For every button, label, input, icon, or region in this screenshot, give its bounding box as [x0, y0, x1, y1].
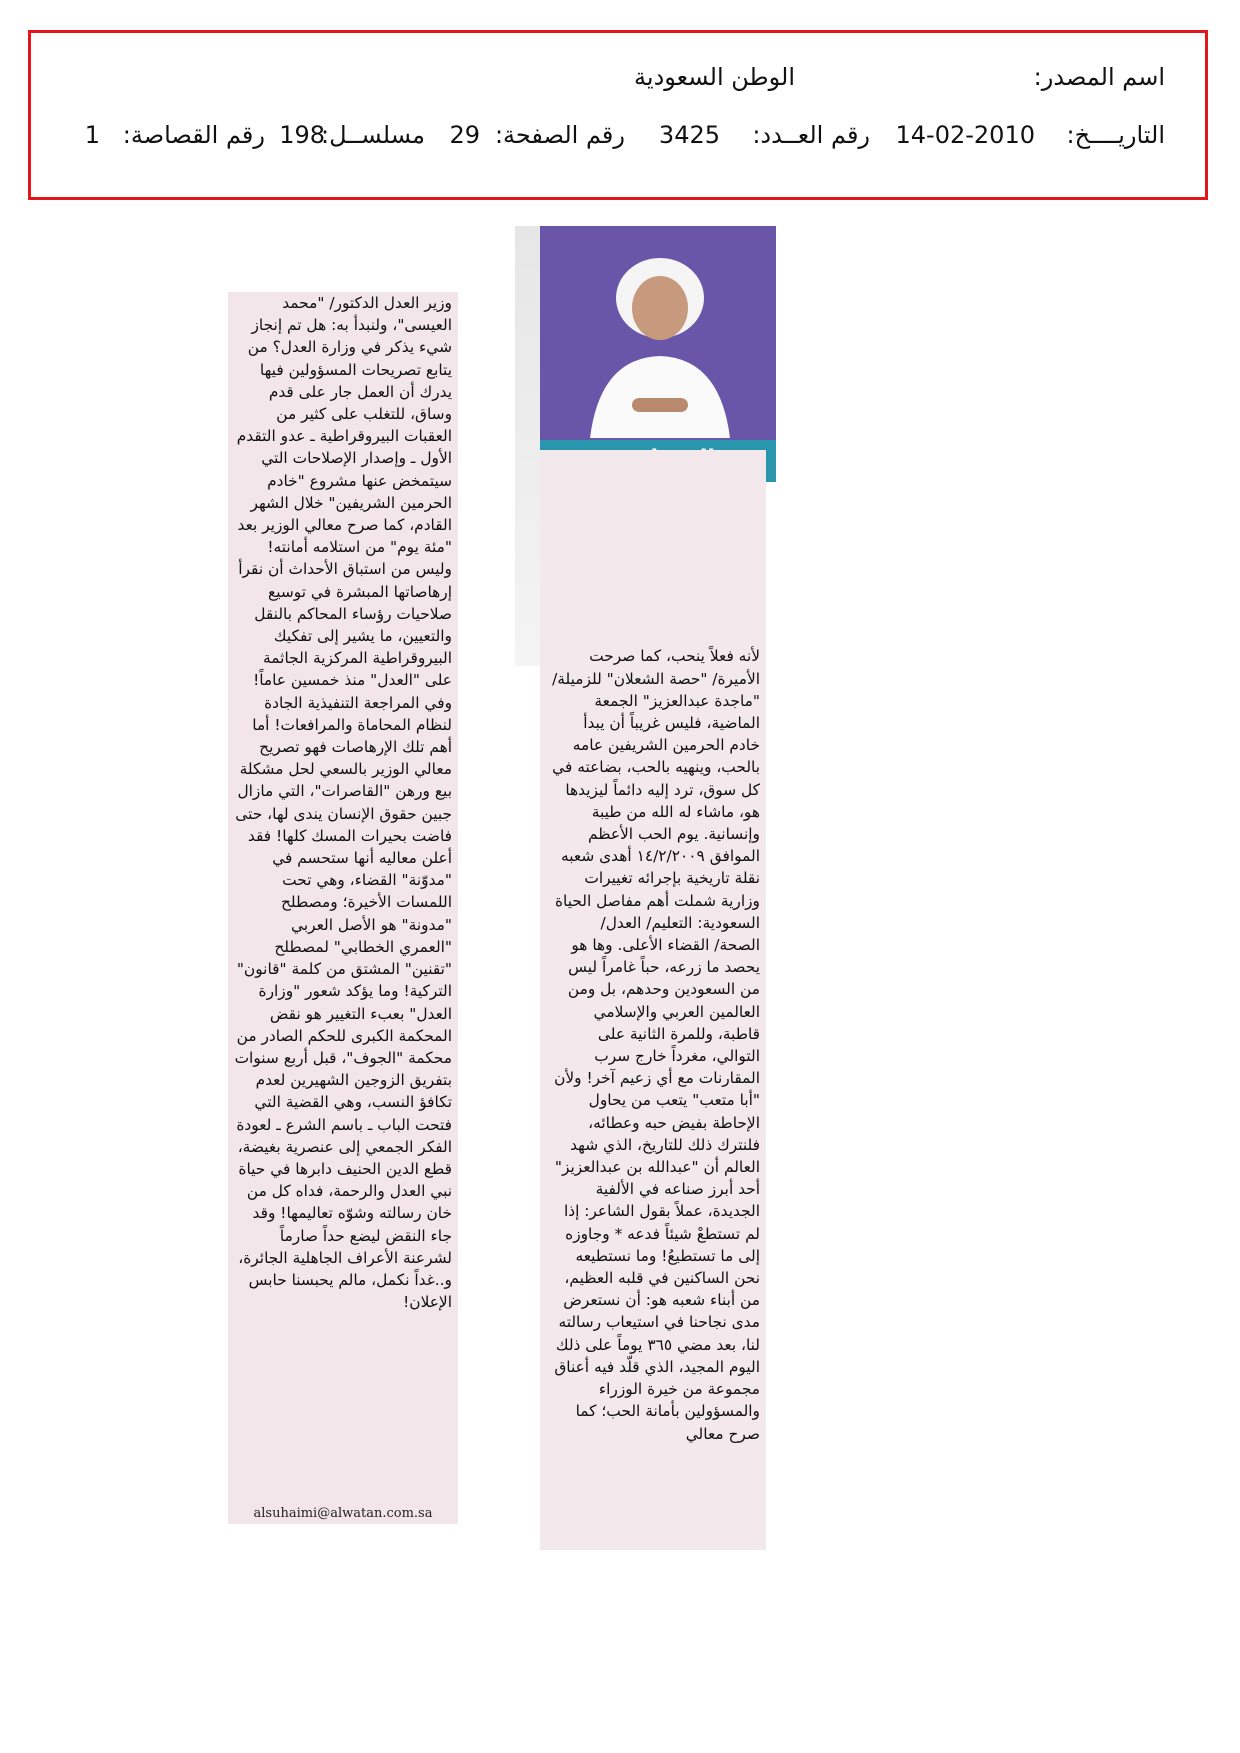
- issue-value: 3425: [658, 121, 720, 149]
- left-column-paragraph: وزير العدل الدكتور/ "محمد العيسى"، ولنبدأ به: هل تم إنجاز شيء يذكر في وزارة العدل؟ من يتابع تصريحات المسؤولين فيها يدرك أن العمل جار على قدم وساق، للتغلب على كثير من العقبات البيروقراطية ـ عدو التقدم الأول ـ وإصدار الإصلاحات التي سيتمخض عنها مشروع "خادم الحرمين الشريفين" خلال الشهر القادم، كما صرح معالي الوزير بعد "مئة يوم" من استلامه أمانته! وليس من استباق الأحداث أن نقرأ إرهاصاتها المبشرة في توسيع صلاحيات رؤساء المحاكم بالنقل والتعيين، ما يشير إلى تفكيك البيروقراطية المركزية الجاثمة على "العدل" منذ خمسين عاماً! وفي المراجعة التنفيذية الجادة لنظام المحاماة والمرافعات! أما أهم تلك الإرهاصات فهو تصريح معالي الوزير بالسعي لحل مشكلة بيع ورهن "القاصرات"، التي مازال جبين حقوق الإنسان يندى لها، حتى فاضت بحيرات المسك كلها! فقد أعلن معاليه أنها ستحسم في "مدوّنة" القضاء، وهي تحت اللمسات الأخيرة؛ ومصطلح "مدونة" هو الأصل العربي "العمري الخطابي" لمصطلح "تقنين" المشتق من كلمة "قانون" التركية! وما يؤكد شعور "وزارة العدل" بعبء التغيير هو نقض المحكمة الكبرى للحكم الصادر من محكمة "الجوف"، قبل أربع سنوات بتفريق الزوجين الشهيرين لعدم تكافؤ النسب، وهي القضية التي فتحت الباب ـ باسم الشرع ـ لعودة الفكر الجمعي إلى عنصرية بغيضة، قطع الدين الحنيف دابرها في حياة نبي العدل والرحمة، فداه كل من خان رسالته وشوّه تعاليمها! وقد جاء النقض ليضع حداً صارماً لشرعنة الأعراف الجاهلية الجائرة، و..غداً نكمل، مالم يحبسنا حابس الإعلان!: [234, 294, 452, 1312]
- right-column-paragraph: لأنه فعلاً ينحب، كما صرحت الأميرة/ "حصة الشعلان" للزميلة/ "ماجدة عبدالعزيز" الجمعة الماضية، فليس غريباً أن يبدأ خادم الحرمين الشريفين عامه بالحب، وينهيه بالحب، بضاعته في كل سوق، ترد إليه دائماً ليزيدها هو، ماشاء له الله من طيبة وإنسانية. يوم الحب الأعظم الموافق ١٤/٢/٢٠٠٩ أهدى شعبه نقلة تاريخية بإجرائه تغييرات وزارية شملت أهم مفاصل الحياة السعودية: التعليم/ العدل/ الصحة/ القضاء الأعلى. وها هو يحصد ما زرعه، حباً غامراً ليس من السعودين وحدهم، بل ومن العالمين العربي والإسلامي قاطبة، وللمرة الثانية على التوالي، مغرداً خارج سرب المقارنات مع أي زعيم آخر! ولأن "أبا متعب" يتعب من يحاول الإحاطة بفيض حبه وعطائه، فلنترك ذلك للتاريخ، الذي شهد العالم أن "عبدالله بن عبدالعزيز" أحد أبرز صناعه في الألفية الجديدة، عملاً بقول الشاعر: إذا لم تستطعْ شيئاً فدعه * وجاوزه إلى ما تستطيعُ! وما نستطيعه نحن الساكنين في قلبه العظيم، من أبناء شعبه هو: أن نستعرض مدى نجاحنا في استيعاب رسالته لنا، بعد مضي ٣٦٥ يوماً على ذلك اليوم المجيد، الذي قلّد فيه أعناق مجموعة من خيرة الوزراء والمسؤولين بأمانة الحب؛ كما صرح معالي: [552, 647, 760, 1443]
- issue-label: رقم العــدد:: [752, 121, 870, 149]
- serial-value: 198: [279, 121, 325, 149]
- header-row-meta: [31, 121, 1205, 161]
- clipping-header: [28, 30, 1208, 200]
- serial-label: مسلســل:: [321, 121, 425, 149]
- page-label: رقم الصفحة:: [494, 121, 625, 149]
- header-row-source: [31, 63, 1205, 103]
- date-label: التاريــــخ:: [1066, 121, 1165, 149]
- person-illustration: [580, 238, 740, 438]
- page-value: 29: [449, 121, 480, 149]
- author-email: alsuhaimi@alwatan.com.sa: [253, 1506, 433, 1521]
- clip-label: رقم القصاصة:: [122, 121, 265, 149]
- clip-value: 1: [84, 121, 100, 149]
- author-photo: [540, 226, 776, 450]
- source-label: اسم المصدر:: [1033, 63, 1165, 91]
- date-value: 14-02-2010: [895, 121, 1035, 149]
- source-value: الوطن السعودية: [634, 63, 795, 91]
- left-column: [228, 292, 458, 1524]
- right-column-text: [552, 630, 760, 1550]
